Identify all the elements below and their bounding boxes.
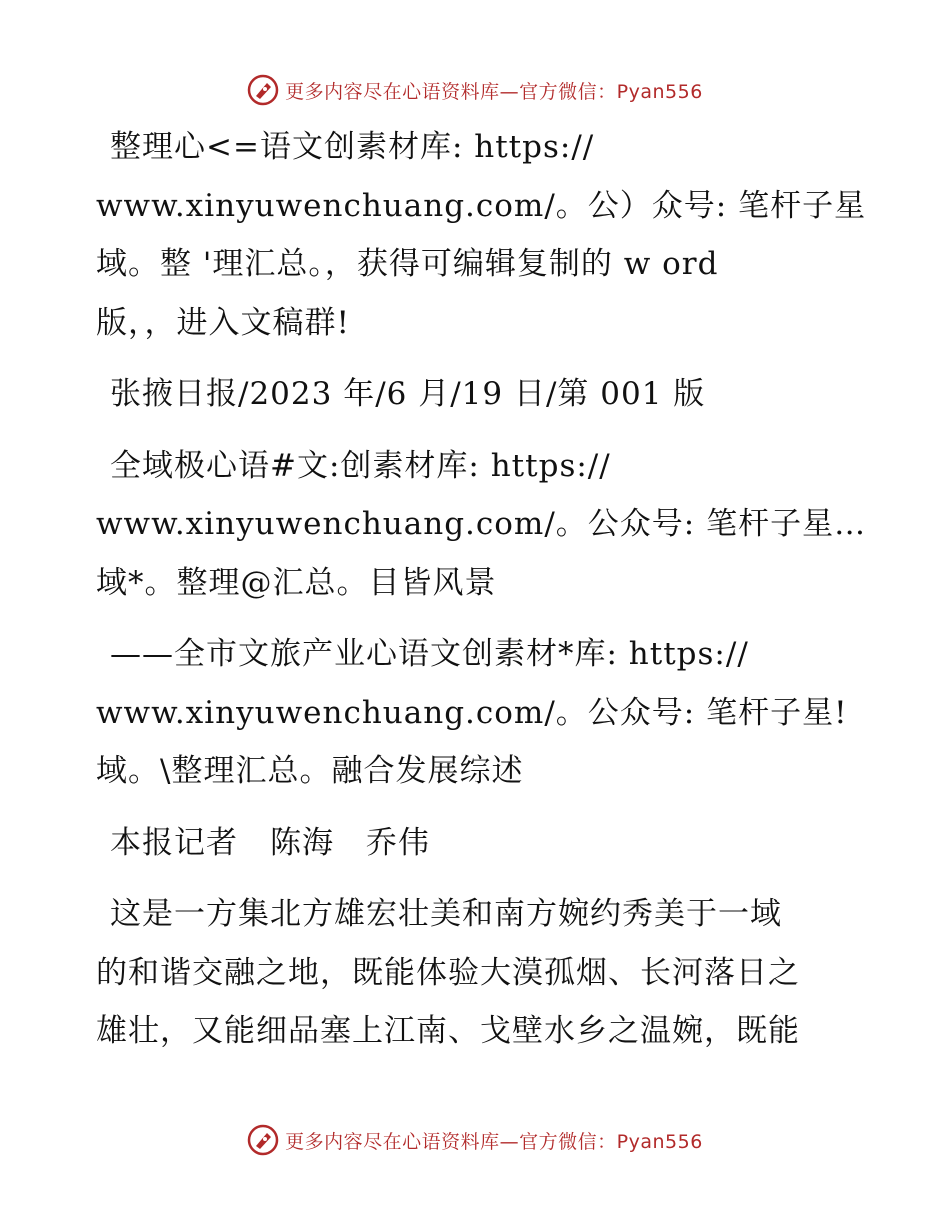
watermark-text: 更多内容尽在心语资料库—官方微信：Pyan556 <box>285 1130 703 1153</box>
paragraph-byline <box>96 814 856 873</box>
text-line: 本报记者 陈海 乔伟 <box>110 824 430 861</box>
text-line: 雄壮，又能细品塞上江南、戈壁水乡之温婉，既能 <box>96 1013 800 1049</box>
text-line: 域。整 '理汇总。，获得可编辑复制的 w ord <box>96 246 719 282</box>
text-line: 全域极心语#文:创素材库: https:// <box>110 447 611 484</box>
text-line: 版，，进入文稿群! <box>96 304 350 341</box>
footer-watermark <box>0 1120 950 1160</box>
header-watermark <box>0 70 950 110</box>
pen-nib-logo-icon <box>247 74 279 106</box>
paragraph-body <box>96 885 856 1061</box>
document-body <box>96 118 867 1074</box>
text-line: ——全市文旅产业心语文创素材*库: https:// <box>110 636 749 672</box>
paragraph-publication-info <box>96 365 856 424</box>
text-line: 域*。整理@汇总。目皆风景 <box>96 564 497 601</box>
paragraph-subtitle <box>96 625 856 801</box>
paragraph-title <box>96 437 867 613</box>
text-line: www.xinyuwenchuang.com/。公众号: 笔杆子星… <box>96 506 867 542</box>
text-line: www.xinyuwenchuang.com/。公众号: 笔杆子星! <box>96 694 848 731</box>
text-line: 整理心<=语文创素材库: https:// <box>110 129 595 165</box>
paragraph-source-notice <box>96 118 867 352</box>
text-line: 域。\整理汇总。融合发展综述 <box>96 753 524 789</box>
text-line: 的和谐交融之地，既能体验大漠孤烟、长河落日之 <box>96 954 800 991</box>
pen-nib-logo-icon <box>247 1124 279 1156</box>
text-line: 这是一方集北方雄宏壮美和南方婉约秀美于一域 <box>110 896 782 932</box>
text-line: 张掖日报/2023 年/6 月/19 日/第 001 版 <box>110 376 706 412</box>
text-line: www.xinyuwenchuang.com/。公）众号: 笔杆子星 <box>96 187 867 224</box>
watermark-text: 更多内容尽在心语资料库—官方微信：Pyan556 <box>285 80 703 103</box>
